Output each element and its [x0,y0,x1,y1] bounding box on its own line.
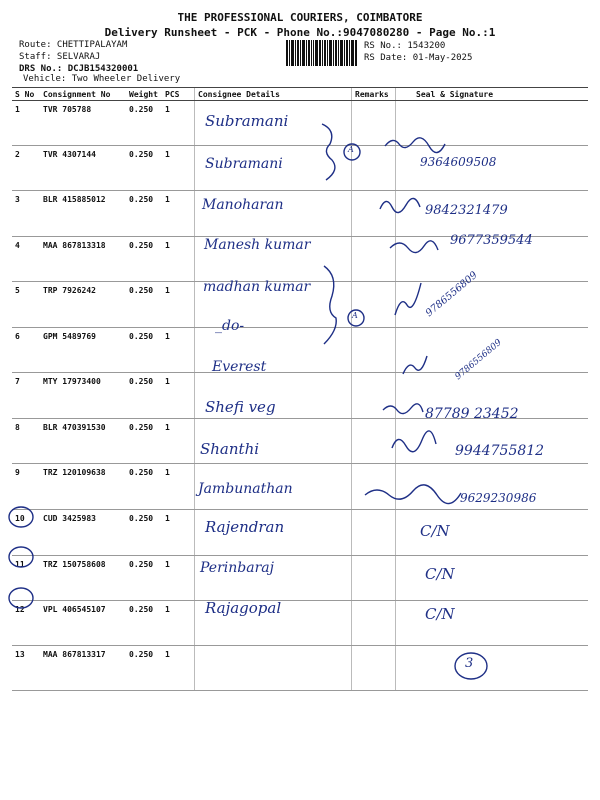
row-remarks-cell [352,282,396,328]
consignee-handwriting: Subramani [205,112,289,130]
row-consignment-no: MAA 867813318 [40,237,126,282]
row-remarks-cell [352,464,396,510]
row-weight: 0.250 [126,237,162,282]
row-consignment-no: TRZ 150758608 [40,556,126,601]
table-row [12,646,588,691]
consignee-handwriting: Shefi veg [205,398,276,416]
row-sno: 1 [12,101,40,146]
row-weight: 0.250 [126,328,162,373]
row-pcs: 1 [162,510,195,556]
row-pcs: 1 [162,419,195,464]
row-sno: 6 [12,328,40,373]
row-weight: 0.250 [126,373,162,419]
col-header-consignment: Consignment No [40,88,126,101]
row-consignee-cell [195,646,352,691]
table-row [12,101,588,146]
remark-mark-1: A [348,145,354,154]
table-row [12,510,588,556]
row-weight: 0.250 [126,419,162,464]
table-header-row [12,88,588,101]
col-header-sno: S No [12,88,40,101]
table-row [12,601,588,646]
consignee-handwriting: Manoharan [202,197,284,213]
row-consignment-no: MTY 17973400 [40,373,126,419]
consignee-handwriting: Perinbaraj [200,560,274,576]
row-sno: 4 [12,237,40,282]
signature-handwriting: 87789 23452 [425,406,519,422]
signature-handwriting: 9677359544 [450,233,533,248]
table-row [12,146,588,191]
rs-date: RS Date: 01-May-2025 [364,53,473,63]
signature-handwriting: 9786556809 [423,269,480,320]
row-signature-cell [396,101,589,146]
row-pcs: 1 [162,646,195,691]
consignee-handwriting: Jambunathan [198,481,293,497]
row-remarks-cell [352,556,396,601]
row-signature-cell [396,282,589,328]
row-weight: 0.250 [126,464,162,510]
remark-mark-2: A [352,311,358,320]
consignee-handwriting: _do- [215,318,245,334]
row-consignment-no: MAA 867813317 [40,646,126,691]
row-pcs: 1 [162,191,195,237]
consignee-handwriting: Manesh kumar [204,237,311,253]
row-remarks-cell [352,146,396,191]
row-consignment-no: TRP 7926242 [40,282,126,328]
signature-handwriting: C/N [425,605,455,623]
row-sno: 3 [12,191,40,237]
row-sno: 11 [12,556,40,601]
consignee-handwriting: Everest [212,359,267,375]
row-weight: 0.250 [126,146,162,191]
signature-handwriting: C/N [420,522,450,540]
row-consignment-no: TVR 4307144 [40,146,126,191]
row-pcs: 1 [162,237,195,282]
signature-handwriting: 9842321479 [425,203,508,218]
page-count-mark: 3 [465,656,474,671]
row-remarks-cell [352,373,396,419]
row-remarks-cell [352,646,396,691]
signature-handwriting: C/N [425,565,455,583]
route-label: Route: CHETTIPALAYAM [19,40,128,50]
row-sno: 9 [12,464,40,510]
runsheet-table [12,87,588,691]
row-weight: 0.250 [126,556,162,601]
row-pcs: 1 [162,601,195,646]
row-pcs: 1 [162,328,195,373]
consignee-handwriting: Shanthi [200,440,260,458]
row-sno: 12 [12,601,40,646]
runsheet-subtitle: Delivery Runsheet - PCK - Phone No.:9047080280 - Page No.:1 [104,26,496,39]
row-remarks-cell [352,510,396,556]
runsheet-title: THE PROFESSIONAL COURIERS, COIMBATORE [177,11,423,24]
vehicle-label: Vehicle: Two Wheeler Delivery [23,74,181,84]
col-header-remarks: Remarks [352,88,396,101]
signature-handwriting: 9364609508 [420,155,497,169]
table-row [12,328,588,373]
row-remarks-cell [352,419,396,464]
row-pcs: 1 [162,101,195,146]
consignee-handwriting: Rajendran [205,518,285,536]
row-pcs: 1 [162,146,195,191]
row-weight: 0.250 [126,282,162,328]
row-remarks-cell [352,601,396,646]
row-remarks-cell [352,101,396,146]
row-consignment-no: BLR 415885012 [40,191,126,237]
row-consignment-no: TVR 705788 [40,101,126,146]
row-consignment-no: GPM 5489769 [40,328,126,373]
row-weight: 0.250 [126,101,162,146]
table-row [12,556,588,601]
rs-number: RS No.: 1543200 [364,41,446,51]
row-weight: 0.250 [126,191,162,237]
signature-handwriting: 9786556809 [453,337,504,383]
row-consignment-no: TRZ 120109638 [40,464,126,510]
consignee-handwriting: Rajagopal [205,599,282,617]
row-consignment-no: VPL 406545107 [40,601,126,646]
row-remarks-cell [352,328,396,373]
row-consignment-no: CUD 3425983 [40,510,126,556]
row-sno: 10 [12,510,40,556]
row-pcs: 1 [162,282,195,328]
consignee-handwriting: Subramani [205,156,283,172]
staff-label: Staff: SELVARAJ [19,52,101,62]
col-header-consignee: Consignee Details [195,88,352,101]
row-pcs: 1 [162,556,195,601]
signature-handwriting: 9944755812 [455,443,545,459]
col-header-pcs: PCS [162,88,195,101]
col-header-weight: Weight [126,88,162,101]
row-sno: 8 [12,419,40,464]
col-header-signature: Seal & Signature [396,88,589,101]
row-sno: 5 [12,282,40,328]
row-remarks-cell [352,191,396,237]
barcode [286,40,358,66]
signature-handwriting: 9629230986 [460,491,537,505]
row-sno: 2 [12,146,40,191]
row-remarks-cell [352,237,396,282]
consignee-handwriting: madhan kumar [203,279,311,295]
row-weight: 0.250 [126,646,162,691]
row-weight: 0.250 [126,510,162,556]
row-sno: 7 [12,373,40,419]
row-consignment-no: BLR 470391530 [40,419,126,464]
row-pcs: 1 [162,373,195,419]
row-signature-cell [396,646,589,691]
row-weight: 0.250 [126,601,162,646]
row-sno: 13 [12,646,40,691]
row-pcs: 1 [162,464,195,510]
drs-number: DRS No.: DCJB154320001 [19,64,139,74]
